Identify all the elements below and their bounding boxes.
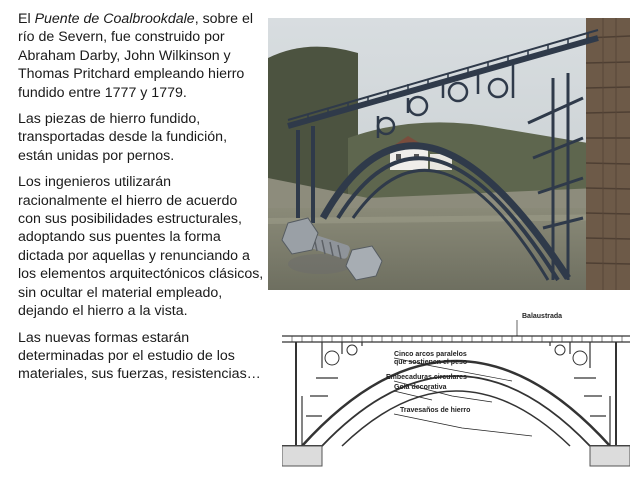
label-arcos-2: que sostienen el peso xyxy=(394,359,468,366)
text-column xyxy=(18,10,264,392)
bridge-name: Puente de Coalbrookdale xyxy=(34,11,195,27)
bridge-photo xyxy=(268,18,630,290)
bridge-diagram xyxy=(282,296,630,472)
stone-pier xyxy=(586,18,630,290)
label-travesanos: Travesaños de hierro xyxy=(400,407,471,414)
paragraph-history xyxy=(18,10,264,102)
paragraph-forms: Las nuevas formas estarán determinadas por el estudio de los materiales, sus fuerzas, resistencias… xyxy=(18,329,261,383)
paragraph-engineers: Los ingenieros utilizarán racionalmente el hierro de acuerdo con sus posibilidades estructurales, adoptando sus puentes la forma dictada por aquellas y renunciando a los elementos arquitectónicos clásicos, sin ocultar el material empleado, dejando el hierro a la vista. xyxy=(18,174,264,320)
paragraph-pieces: Las piezas de hierro fundido, transportadas desde la fundición, están unidas por pernos. xyxy=(18,111,228,164)
label-arcos-1: Cinco arcos paralelos xyxy=(394,351,467,358)
p1-pre: El xyxy=(18,11,35,27)
label-embecaduras: Embecaduras circulares xyxy=(386,374,467,381)
label-gola: Gola decorativa xyxy=(394,384,447,391)
p1-post: , sobre el río de Severn, fue construido por Abraham Darby, John Wilkinson y Thomas Pritchard empleando hierro fundido entre 1777 y 1779. xyxy=(18,11,254,101)
label-balaustrada: Balaustrada xyxy=(522,313,563,320)
